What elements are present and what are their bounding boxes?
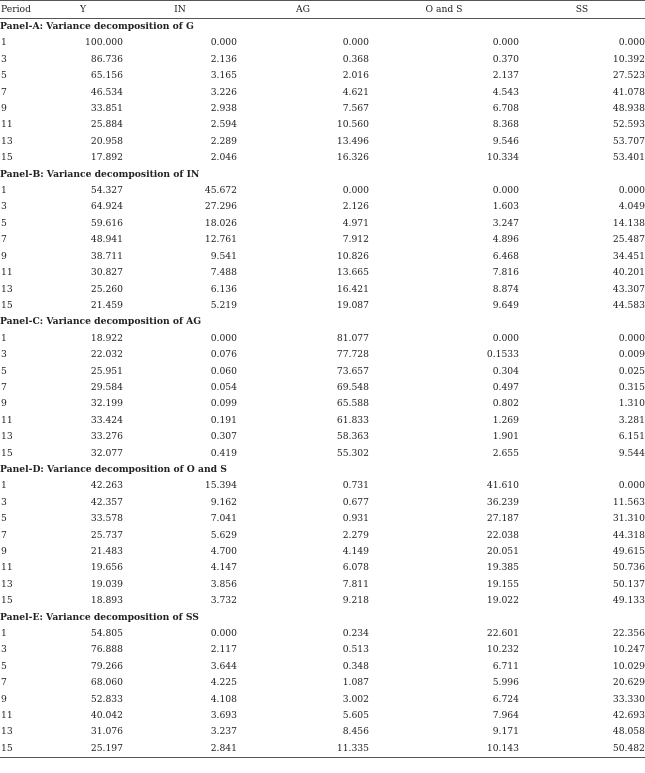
cell-in: 2.046 [210,152,237,164]
cell-o-and-s: 0.497 [492,381,519,393]
cell-ag: 73.657 [336,365,369,377]
cell-ss: 22.356 [612,628,645,640]
cell-o-and-s: 10.334 [486,152,519,164]
cell-y: 33.276 [90,431,123,443]
cell-o-and-s: 10.143 [486,742,519,754]
cell-y: 64.924 [90,201,123,213]
table-row [0,741,645,758]
cell-y: 19.039 [90,578,123,590]
cell-in: 0.191 [210,414,237,426]
cell-y: 29.584 [90,381,123,393]
cell-period: 5 [1,217,7,229]
cell-period: 9 [1,398,7,410]
cell-ag: 81.077 [336,332,369,344]
cell-y: 18.893 [90,595,123,607]
cell-ss: 0.000 [618,37,645,49]
cell-ss: 0.000 [618,480,645,492]
cell-o-and-s: 2.137 [492,70,519,82]
cell-in: 0.099 [210,398,237,410]
cell-period: 1 [1,332,7,344]
header-y: Y [79,4,87,15]
table-row [0,446,645,462]
table-row [0,150,645,166]
cell-o-and-s: 36.239 [486,496,519,508]
cell-ag: 5.605 [342,710,369,722]
header-o-and-s: O and S [425,4,463,15]
table-row [0,544,645,560]
cell-o-and-s: 19.385 [486,562,519,574]
cell-y: 52.833 [90,693,123,705]
cell-o-and-s: 0.802 [492,398,519,410]
cell-ag: 0.368 [342,53,369,65]
cell-y: 33.424 [90,414,123,426]
cell-ag: 10.560 [336,119,369,131]
cell-ag: 0.348 [342,660,369,672]
cell-ag: 16.421 [336,283,369,295]
cell-ag: 6.078 [342,562,369,574]
panel-title: Panel-C: Variance decomposition of AG [0,316,202,328]
cell-o-and-s: 20.051 [486,546,519,557]
table-row [0,692,645,708]
cell-period: 15 [1,595,13,607]
table-row [0,85,645,101]
table-row [0,134,645,150]
cell-period: 11 [1,414,13,426]
cell-o-and-s: 3.247 [492,217,519,229]
cell-o-and-s: 8.368 [492,119,519,131]
cell-ag: 2.279 [342,529,369,541]
table-row [0,708,645,724]
cell-in: 2.136 [210,53,237,65]
table-row [0,68,645,84]
cell-ag: 77.728 [336,349,369,361]
cell-y: 21.483 [90,546,123,557]
table-row [0,35,645,51]
cell-y: 33.578 [90,513,123,525]
table-row [0,199,645,215]
cell-in: 15.394 [204,480,237,492]
table-row [0,511,645,527]
cell-ss: 48.058 [612,726,645,738]
cell-y: 54.805 [90,628,123,640]
cell-y: 30.827 [90,267,123,279]
cell-period: 13 [1,431,13,443]
cell-o-and-s: 0.000 [492,37,519,49]
cell-ss: 53.401 [612,152,645,164]
cell-ss: 1.310 [618,398,645,410]
cell-period: 9 [1,693,7,705]
cell-ss: 48.938 [612,103,645,115]
cell-in: 3.237 [210,726,237,738]
panel-title: Panel-B: Variance decomposition of IN [0,168,200,180]
cell-o-and-s: 8.874 [492,283,519,295]
table-row [0,528,645,544]
table-row [0,724,645,740]
cell-in: 5.629 [210,529,237,541]
cell-period: 9 [1,103,7,115]
cell-ss: 9.544 [618,447,645,459]
cell-ag: 19.087 [336,299,369,311]
cell-y: 22.032 [90,349,123,361]
cell-in: 0.000 [210,37,237,49]
cell-ag: 7.811 [342,578,369,590]
cell-in: 0.060 [210,365,237,377]
cell-in: 9.162 [210,496,237,508]
table-row [0,495,645,511]
cell-ag: 13.496 [336,135,369,147]
cell-y: 31.076 [90,726,123,738]
cell-y: 54.327 [90,185,123,197]
cell-ss: 44.318 [612,529,645,541]
cell-y: 25.884 [90,119,123,131]
cell-y: 42.263 [90,480,123,492]
cell-ss: 4.049 [618,201,645,213]
header-ss: SS [575,4,589,15]
cell-in: 2.594 [210,119,237,131]
panel-title-row [0,19,645,36]
cell-o-and-s: 0.000 [492,332,519,344]
table-row [0,577,645,593]
table-row [0,364,645,380]
cell-y: 38.711 [90,250,123,262]
table-row [0,298,645,314]
cell-period: 15 [1,152,13,164]
cell-in: 9.541 [210,250,237,262]
table-row [0,380,645,396]
cell-in: 12.761 [204,234,237,246]
cell-period: 11 [1,119,13,131]
cell-ag: 9.218 [342,595,369,607]
cell-y: 42.357 [90,496,123,508]
cell-ag: 65.588 [336,398,369,410]
cell-ss: 40.201 [612,267,645,279]
cell-y: 65.156 [90,70,123,82]
cell-period: 11 [1,562,13,574]
table-header [0,1,645,19]
cell-y: 25.951 [90,365,123,377]
cell-ss: 33.330 [612,693,645,705]
cell-period: 3 [1,53,7,65]
cell-ss: 10.392 [612,53,645,65]
table-body [0,19,645,758]
header-in: IN [174,4,186,15]
table-row [0,478,645,494]
cell-ag: 58.363 [336,431,369,443]
cell-period: 5 [1,660,7,672]
table-row [0,52,645,68]
cell-o-and-s: 0.304 [492,365,519,377]
cell-period: 13 [1,135,13,147]
cell-ss: 25.487 [612,234,645,246]
cell-ss: 53.707 [612,135,645,147]
cell-period: 13 [1,578,13,590]
cell-in: 4.147 [210,562,237,574]
cell-y: 86.736 [90,53,123,65]
cell-o-and-s: 22.601 [486,628,519,640]
cell-y: 76.888 [90,644,123,656]
cell-ag: 7.912 [342,234,369,246]
cell-ss: 49.615 [612,546,645,557]
table-row [0,183,645,199]
table-row [0,331,645,347]
panel-title: Panel-E: Variance decomposition of SS [0,611,199,623]
cell-in: 0.000 [210,332,237,344]
cell-ag: 61.833 [336,414,369,426]
cell-period: 1 [1,185,7,197]
table-row [0,117,645,133]
cell-ag: 55.302 [336,447,369,459]
cell-in: 3.644 [210,660,237,672]
cell-in: 18.026 [204,217,237,229]
cell-o-and-s: 9.171 [492,726,519,738]
cell-in: 5.219 [210,299,237,311]
cell-in: 0.076 [210,349,237,361]
cell-in: 27.296 [204,201,237,213]
table-row [0,593,645,609]
cell-ss: 49.133 [612,595,645,607]
cell-y: 68.060 [90,677,123,689]
cell-ag: 0.677 [342,496,369,508]
cell-o-and-s: 19.155 [486,578,519,590]
cell-ss: 50.137 [612,578,645,590]
table-row [0,101,645,117]
header-row [0,1,645,19]
cell-in: 3.693 [210,710,237,722]
cell-ss: 27.523 [612,70,645,82]
panel-title-row [0,314,645,330]
cell-in: 4.700 [210,546,237,557]
cell-ag: 1.087 [342,677,369,689]
cell-o-and-s: 6.724 [492,693,519,705]
cell-period: 7 [1,677,7,689]
cell-ss: 34.451 [612,250,645,262]
cell-period: 5 [1,70,7,82]
cell-o-and-s: 5.996 [492,677,519,689]
cell-period: 3 [1,644,7,656]
cell-period: 1 [1,480,7,492]
table-row [0,347,645,363]
cell-period: 3 [1,496,7,508]
cell-period: 7 [1,234,7,246]
cell-ss: 10.247 [612,644,645,656]
cell-in: 4.108 [210,693,237,705]
cell-o-and-s: 22.038 [486,529,519,541]
cell-ss: 31.310 [612,513,645,525]
panel-title-row [0,462,645,478]
cell-o-and-s: 6.468 [492,250,519,262]
cell-y: 48.941 [90,234,123,246]
cell-ss: 43.307 [612,283,645,295]
cell-o-and-s: 7.964 [492,710,519,722]
panel-title-row [0,167,645,183]
cell-y: 32.199 [90,398,123,410]
cell-y: 25.260 [90,283,123,295]
cell-in: 7.488 [210,267,237,279]
cell-ss: 20.629 [612,677,645,689]
header-period: Period [1,4,31,15]
cell-period: 11 [1,710,13,722]
cell-ag: 2.126 [342,201,369,213]
cell-ag: 0.234 [342,628,369,640]
cell-y: 18.922 [90,332,123,344]
cell-in: 0.419 [210,447,237,459]
cell-ss: 0.025 [618,365,645,377]
cell-period: 5 [1,365,7,377]
cell-o-and-s: 4.896 [492,234,519,246]
cell-period: 15 [1,742,13,754]
cell-o-and-s: 7.816 [492,267,519,279]
cell-ss: 14.138 [612,217,645,229]
cell-y: 25.737 [90,529,123,541]
cell-in: 2.938 [210,103,237,115]
cell-y: 33.851 [90,103,123,115]
cell-ag: 0.000 [342,185,369,197]
cell-in: 45.672 [204,185,237,197]
cell-o-and-s: 41.610 [486,480,519,492]
cell-ag: 10.826 [336,250,369,262]
cell-o-and-s: 19.022 [486,595,519,607]
table-row [0,429,645,445]
cell-in: 6.136 [210,283,237,295]
table-row [0,675,645,691]
cell-y: 79.266 [90,660,123,672]
cell-ss: 44.583 [612,299,645,311]
cell-in: 7.041 [210,513,237,525]
table-row [0,626,645,642]
cell-ag: 0.931 [342,513,369,525]
cell-in: 0.307 [210,431,237,443]
cell-y: 40.042 [90,710,123,722]
table-row [0,249,645,265]
table-row [0,282,645,298]
cell-in: 2.117 [210,644,237,656]
cell-ag: 16.326 [336,152,369,164]
header-ag: AG [296,4,310,15]
cell-ss: 0.000 [618,332,645,344]
cell-y: 25.197 [90,742,123,754]
cell-ag: 4.971 [342,217,369,229]
cell-o-and-s: 9.649 [492,299,519,311]
cell-ss: 0.315 [618,381,645,393]
panel-title: Panel-A: Variance decomposition of G [0,21,194,32]
panel-title: Panel-D: Variance decomposition of O and S [0,463,227,475]
cell-ag: 0.513 [342,644,369,656]
cell-in: 0.000 [210,628,237,640]
cell-o-and-s: 0.1533 [486,349,519,361]
cell-ag: 7.567 [342,103,369,115]
cell-period: 13 [1,726,13,738]
cell-period: 7 [1,86,7,98]
cell-y: 19.656 [90,562,123,574]
cell-period: 15 [1,299,13,311]
table-row [0,560,645,576]
cell-ss: 0.000 [618,185,645,197]
cell-y: 21.459 [90,299,123,311]
table-row [0,396,645,412]
cell-ag: 0.000 [342,37,369,49]
cell-in: 3.226 [210,86,237,98]
table-row [0,216,645,232]
cell-in: 4.225 [210,677,237,689]
cell-o-and-s: 9.546 [492,135,519,147]
cell-period: 9 [1,546,7,557]
cell-ag: 0.731 [342,480,369,492]
cell-in: 2.289 [210,135,237,147]
cell-period: 7 [1,381,7,393]
table-row [0,413,645,429]
cell-o-and-s: 27.187 [486,513,519,525]
cell-y: 59.616 [90,217,123,229]
table-row [0,232,645,248]
cell-ss: 50.482 [612,742,645,754]
cell-o-and-s: 2.655 [492,447,519,459]
cell-period: 13 [1,283,13,295]
cell-ss: 50.736 [612,562,645,574]
cell-ag: 4.621 [342,86,369,98]
cell-ss: 6.151 [618,431,645,443]
cell-ss: 42.693 [612,710,645,722]
table-row [0,265,645,281]
cell-ss: 0.009 [618,349,645,361]
cell-o-and-s: 1.269 [492,414,519,426]
table-row [0,642,645,658]
cell-ag: 3.002 [342,693,369,705]
cell-o-and-s: 1.901 [492,431,519,443]
cell-y: 20.958 [90,135,123,147]
cell-ag: 69.548 [336,381,369,393]
cell-period: 7 [1,529,7,541]
cell-y: 46.534 [90,86,123,98]
cell-o-and-s: 1.603 [492,201,519,213]
cell-period: 1 [1,37,7,49]
cell-o-and-s: 0.370 [492,53,519,65]
cell-o-and-s: 0.000 [492,185,519,197]
cell-period: 9 [1,250,7,262]
cell-in: 3.165 [210,70,237,82]
cell-ag: 8.456 [342,726,369,738]
cell-ss: 3.281 [618,414,645,426]
cell-period: 15 [1,447,13,459]
cell-ag: 11.335 [336,742,369,754]
cell-y: 100.000 [85,37,123,49]
cell-y: 32.077 [90,447,123,459]
panel-title-row [0,610,645,626]
cell-period: 1 [1,628,7,640]
cell-ag: 2.016 [342,70,369,82]
cell-ag: 13.665 [336,267,369,279]
cell-period: 3 [1,201,7,213]
cell-ss: 52.593 [612,119,645,131]
cell-ss: 11.563 [612,496,645,508]
cell-period: 11 [1,267,13,279]
cell-ag: 4.149 [342,546,369,557]
cell-o-and-s: 6.711 [492,660,519,672]
cell-period: 5 [1,513,7,525]
cell-in: 3.856 [210,578,237,590]
cell-ss: 10.029 [612,660,645,672]
cell-in: 2.841 [210,742,237,754]
cell-in: 0.054 [210,381,237,393]
cell-ss: 41.078 [612,86,645,98]
cell-o-and-s: 10.232 [486,644,519,656]
cell-y: 17.892 [90,152,123,164]
cell-o-and-s: 4.543 [492,86,519,98]
table-row [0,659,645,675]
cell-in: 3.732 [210,595,237,607]
cell-o-and-s: 6.708 [492,103,519,115]
cell-period: 3 [1,349,7,361]
